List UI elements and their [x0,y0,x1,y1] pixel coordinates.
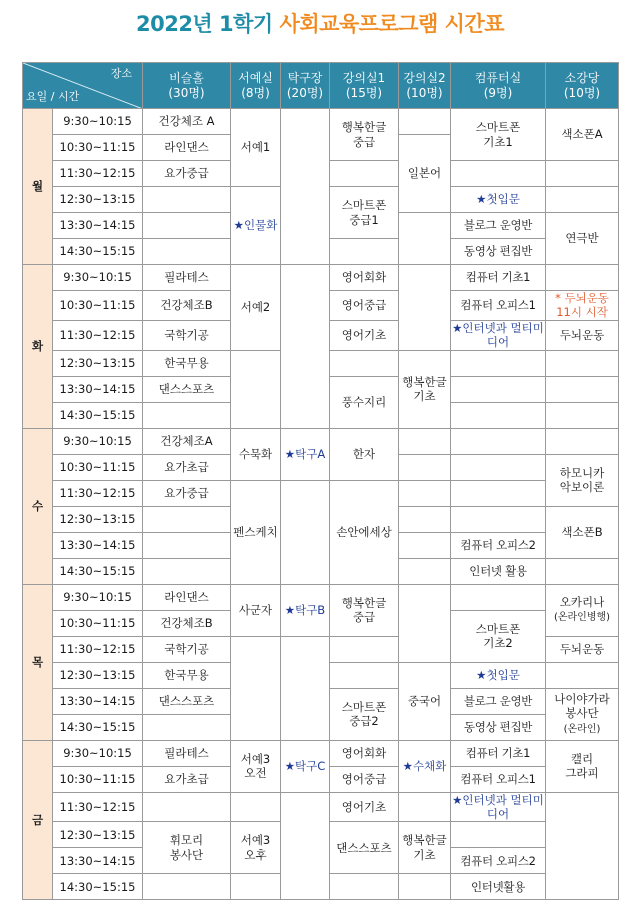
time-cell: 14:30~15:15 [53,402,143,428]
empty-cell [451,402,546,428]
empty-cell [399,506,451,532]
empty-cell [399,874,451,900]
empty-cell [451,376,546,402]
time-cell: 14:30~15:15 [53,239,143,265]
class-cell: 영어회화 [330,265,399,291]
class-cell: 인터넷 활용 [451,558,546,584]
class-cell: 건강체조B [143,610,231,636]
day-cell-mon: 월 [23,109,53,265]
class-cell: 서예3 오후 [231,822,281,874]
empty-cell [451,428,546,454]
time-cell: 14:30~15:15 [53,558,143,584]
empty-cell [399,454,451,480]
corner-day-time: 요일 / 시간 [26,90,80,104]
class-cell: 필라테스 [143,740,231,766]
time-cell: 9:30~10:15 [53,740,143,766]
class-cell: 행복한글 기초 [399,822,451,874]
empty-cell [143,792,231,822]
class-cell: 영어중급 [330,766,399,792]
empty-cell [546,161,619,187]
class-cell: 사군자 [231,584,281,636]
empty-cell [330,874,399,900]
class-cell: 행복한글 기초 [399,350,451,428]
class-cell: 한국무용 [143,350,231,376]
empty-cell [399,558,451,584]
empty-cell [231,636,281,740]
time-cell: 11:30~12:15 [53,320,143,350]
class-cell: 서예1 [231,109,281,187]
class-cell: 블로그 운영반 [451,688,546,714]
time-cell: 12:30~13:15 [53,506,143,532]
table-row [23,740,619,766]
class-cell: ★탁구B [281,584,330,636]
empty-cell [330,161,399,187]
corner-header [23,63,143,109]
class-cell: 댄스스포츠 [143,688,231,714]
time-cell: 13:30~14:15 [53,848,143,874]
class-cell: 건강체조A [143,428,231,454]
class-cell: 일본어 [399,135,451,213]
class-cell: 컴퓨터 오피스2 [451,848,546,874]
empty-cell [451,584,546,610]
title-year: 2022년 1학기 [135,12,273,36]
empty-cell [281,109,330,265]
class-cell: ★인물화 [231,187,281,265]
empty-cell [399,213,451,265]
class-cell: 블로그 운영반 [451,213,546,239]
class-cell: 건강체조 A [143,109,231,135]
table-row [23,792,619,822]
class-cell: 수묵화 [231,428,281,480]
class-cell: 서예3 오전 [231,740,281,792]
time-cell: 11:30~12:15 [53,792,143,822]
class-cell: 컴퓨터 오피스2 [451,532,546,558]
empty-cell [143,187,231,213]
empty-cell [330,239,399,265]
empty-cell [143,402,231,428]
empty-cell [399,584,451,662]
time-cell: 10:30~11:15 [53,135,143,161]
class-cell: 행복한글 중급 [330,584,399,636]
header-row [23,63,619,109]
class-cell: 요가중급 [143,161,231,187]
empty-cell [546,558,619,584]
empty-cell [451,161,546,187]
empty-cell [399,532,451,558]
class-cell: 인터넷활용 [451,874,546,900]
empty-cell [546,792,619,900]
class-cell: 손안에세상 [330,480,399,584]
class-cell: 컴퓨터 오피스1 [451,291,546,321]
empty-cell [399,109,451,135]
class-cell: 동영상 편집반 [451,714,546,740]
class-cell: 캘리 그라피 [546,740,619,792]
class-cell: 한자 [330,428,399,480]
class-cell: 건강체조B [143,291,231,321]
room-hall: 비슬홀 (30명) [143,63,231,109]
class-cell: 두뇌운동 [546,636,619,662]
empty-cell [231,874,281,900]
empty-cell [546,402,619,428]
table-row [23,428,619,454]
class-cell: 연극반 [546,213,619,265]
table-row [23,480,619,506]
time-cell: 14:30~15:15 [53,714,143,740]
empty-cell [143,714,231,740]
empty-cell [399,428,451,454]
class-cell: 국학기공 [143,636,231,662]
note-cell: * 두뇌운동 11시 시작 [546,291,619,321]
class-cell: 컴퓨터 오피스1 [451,766,546,792]
time-cell: 11:30~12:15 [53,480,143,506]
empty-cell [546,350,619,376]
empty-cell [330,350,399,376]
class-cell: 컴퓨터 기초1 [451,265,546,291]
class-cell: 국학기공 [143,320,231,350]
room-auditorium: 소강당 (10명) [546,63,619,109]
class-cell: 영어중급 [330,291,399,321]
class-cell: 요가초급 [143,766,231,792]
class-cell: 서예2 [231,265,281,351]
class-cell: 컴퓨터 기초1 [451,740,546,766]
time-cell: 13:30~14:15 [53,532,143,558]
day-cell-wed: 수 [23,428,53,584]
empty-cell [281,480,330,584]
title-name: 사회교육프로그램 시간표 [279,12,504,36]
empty-cell [546,187,619,213]
class-cell: ★탁구A [281,428,330,480]
empty-cell [399,792,451,822]
class-cell: 두뇌운동 [546,320,619,350]
class-cell: 스마트폰 중급1 [330,187,399,239]
empty-cell [281,636,330,740]
day-cell-fri: 금 [23,740,53,900]
class-cell: 중국어 [399,662,451,740]
empty-cell [143,506,231,532]
table-row [23,109,619,135]
time-cell: 10:30~11:15 [53,766,143,792]
class-cell: 영어회화 [330,740,399,766]
empty-cell [546,265,619,291]
time-cell: 10:30~11:15 [53,454,143,480]
class-cell: 색소폰B [546,506,619,558]
class-cell: 스마트폰 중급2 [330,688,399,740]
class-cell: 영어기초 [330,792,399,822]
time-cell: 13:30~14:15 [53,213,143,239]
class-cell: 휘모리 봉사단 [143,822,231,874]
class-cell: 펜스케치 [231,480,281,584]
class-cell: 요가중급 [143,480,231,506]
class-cell: 스마트폰 기초1 [451,109,546,161]
room-lecture-1: 강의실1 (15명) [330,63,399,109]
class-cell: 동영상 편집반 [451,239,546,265]
empty-cell [330,636,399,662]
time-cell: 10:30~11:15 [53,291,143,321]
class-cell: ★첫입문 [451,187,546,213]
empty-cell [281,792,330,900]
class-cell: ★인터넷과 멀티미디어 [452,320,544,350]
corner-place: 장소 [110,67,132,80]
class-cell: 스마트폰 기초2 [451,610,546,662]
day-cell-thu: 목 [23,584,53,740]
time-cell: 9:30~10:15 [53,265,143,291]
class-cell: 댄스스포츠 [330,822,399,874]
empty-cell [143,558,231,584]
class-cell: ★인터넷과 멀티미디어 [452,792,544,821]
empty-cell [451,454,546,480]
schedule-table [22,62,619,900]
time-cell: 12:30~13:15 [53,187,143,213]
class-cell: ★수채화 [399,740,451,792]
page-title [0,8,640,38]
time-cell: 11:30~12:15 [53,636,143,662]
class-cell: 영어기초 [330,320,399,350]
class-cell: ★탁구C [281,740,330,792]
room-table-tennis: 탁구장 (20명) [281,63,330,109]
empty-cell [546,428,619,454]
room-computer: 컴퓨터실 (9명) [451,63,546,109]
class-cell: 행복한글 중급 [330,109,399,161]
empty-cell [281,265,330,429]
time-cell: 11:30~12:15 [53,161,143,187]
class-cell: 색소폰A [546,109,619,161]
room-lecture-2: 강의실2 (10명) [399,63,451,109]
class-cell: ★첫입문 [451,662,546,688]
table-row [23,265,619,291]
time-cell: 13:30~14:15 [53,688,143,714]
class-cell: 하모니카 악보이론 [546,454,619,506]
empty-cell [330,662,399,688]
table-row [23,584,619,610]
time-cell: 9:30~10:15 [53,428,143,454]
time-cell: 9:30~10:15 [53,584,143,610]
time-cell: 12:30~13:15 [53,350,143,376]
empty-cell [143,239,231,265]
time-cell: 12:30~13:15 [53,662,143,688]
empty-cell [451,822,546,848]
day-cell-tue: 화 [23,265,53,429]
time-cell: 13:30~14:15 [53,376,143,402]
class-cell: 댄스스포츠 [143,376,231,402]
time-cell: 14:30~15:15 [53,874,143,900]
class-cell: 풍수지리 [330,376,399,428]
class-cell: 한국무용 [143,662,231,688]
empty-cell [451,350,546,376]
empty-cell [451,480,546,506]
class-cell: 라인댄스 [143,584,231,610]
room-calligraphy: 서예실 (8명) [231,63,281,109]
class-cell: 필라테스 [143,265,231,291]
empty-cell [143,532,231,558]
empty-cell [399,265,451,351]
class-cell: 나이야가라 봉사단 (온라인) [546,688,619,740]
time-cell: 12:30~13:15 [53,822,143,848]
empty-cell [231,792,281,822]
empty-cell [546,376,619,402]
empty-cell [451,506,546,532]
class-cell: 오카리나 (온라인병행) [546,584,619,636]
empty-cell [143,874,231,900]
empty-cell [546,662,619,688]
empty-cell [143,213,231,239]
time-cell: 9:30~10:15 [53,109,143,135]
empty-cell [399,480,451,506]
time-cell: 10:30~11:15 [53,610,143,636]
class-cell: 요가초급 [143,454,231,480]
class-cell: 라인댄스 [143,135,231,161]
empty-cell [231,350,281,428]
